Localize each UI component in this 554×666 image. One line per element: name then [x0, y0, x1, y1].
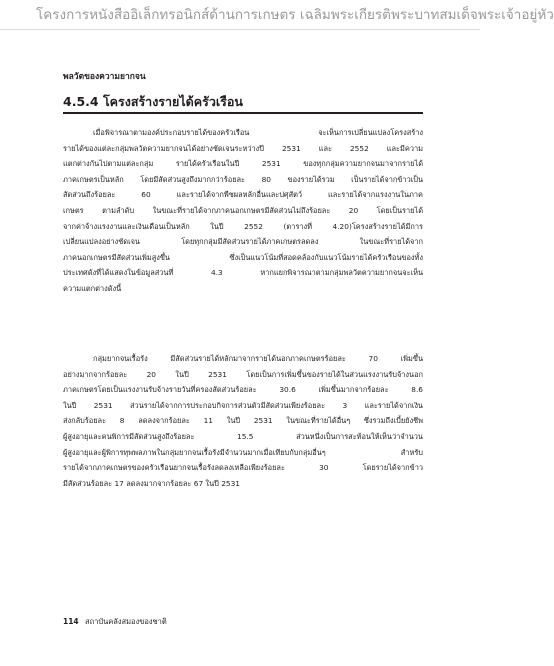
paragraph-line: ผู้สูงอายุและคนพิการมีสัดส่วนสูงถึงร้อยละ 15.5 ส่วนหนึ่งเป็นการสะท้อนให้เห็นว่าจำนวน: [63, 431, 423, 441]
paragraph-line: ภาคเกษตรเป็นหลัก โดยมีสัดส่วนสูงถึงมากกว่าร้อยละ 80 ของรายได้รวม เป็นรายได้จากข้าวเป็น: [63, 174, 423, 184]
header-divider: [0, 29, 480, 30]
page-number: 114: [63, 617, 79, 626]
paragraph-line: ประเทศดังที่ได้แสดงในข้อมูลส่วนที่ 4.3 หากแยกพิจารณาตามกลุ่มพลวัตความยากจนจะเห็น: [63, 268, 423, 278]
paragraph-2: [63, 351, 423, 491]
paragraph-line: ผู้สูงอายุและผู้พิการทุพพลภาพในกลุ่มยากจนเรื้อรังมีจำนวนมากเมื่อเทียบกับกลุ่มอื่นๆ สำหรับ: [63, 447, 423, 457]
running-header: [0, 0, 554, 30]
paragraph-line: รายได้ของแต่ละกลุ่มพลวัตความยากจนได้อย่างชัดเจนระหว่างปี 2531 และ 2552 และมีความ: [63, 143, 423, 153]
paragraph-line: เกษตร ตามลำดับ ในขณะที่รายได้จากภาคนอกเกษตรมีสัดส่วนไม่ถึงร้อยละ 20 โดยเป็นรายได้: [63, 205, 423, 215]
paragraph-line: รายได้จากภาคเกษตรของครัวเรือนยากจนเรื้อรังลดลงเหลือเพียงร้อยละ 30 โดยรายได้จากข้าว: [63, 463, 423, 473]
paragraph-line: จากค่าจ้างแรงงานและเงินเดือนเป็นหลัก ในปี 2552 (ตารางที่ 4.20)โครงสร้างรายได้มีการ: [63, 221, 423, 231]
paragraph-line: ภาคเกษตรโดยเป็นแรงงานรับจ้างรายวันที่ครองสัดส่วนร้อยละ 30.6 เพิ่มขึ้นมากจากร้อยละ 8.6: [63, 385, 423, 395]
paragraph-line: เมื่อพิจารณาตามองค์ประกอบรายได้ของครัวเรือน จะเห็นการเปลี่ยนแปลงโครงสร้าง: [93, 128, 423, 137]
section-heading-underline: [63, 112, 423, 114]
publisher-name: สถาบันคลังสมองของชาติ: [85, 617, 167, 626]
paragraph-line: ภาคนอกเกษตรมีสัดส่วนเพิ่มสูงขึ้น ซึ่งเป็นแนวโน้มที่สอดคล้องกับแนวโน้มรายได้ครัวเรือนของทั้ง: [63, 252, 423, 262]
paragraph-line: ในปี 2531 ส่วนรายได้จากการประกอบกิจการส่วนตัวมีสัดส่วนเพียงร้อยละ 3 และรายได้จากเงิน: [63, 400, 423, 410]
paragraph-line: มีสัดส่วนร้อยละ 17 ลดลงมากจากร้อยละ 67 ในปี 2531: [63, 478, 241, 488]
paragraph-line: เปลี่ยนแปลงอย่างชัดเจน โดยทุกกลุ่มมีสัดส่วนรายได้ภาคเกษตรลดลง ในขณะที่รายได้จาก: [63, 237, 423, 247]
paragraph-line: อย่างมากจากร้อยละ 20 ในปี 2531 โดยเป็นการเพิ่มขึ้นของรายได้ในส่วนแรงงานรับจ้างนอก: [63, 369, 423, 379]
chapter-label: พลวัตของความยากจน: [63, 72, 146, 82]
paragraph-1: [63, 125, 423, 297]
section-heading: 4.5.4 โครงสร้างรายได้ครัวเรือน: [63, 94, 243, 109]
paragraph-line: สัดส่วนถึงร้อยละ 60 และรายได้จากพืชผลหลักอื่นและปศุสัตว์ และรายได้จากแรงงานในภาค: [63, 190, 423, 200]
page-footer: [63, 616, 167, 628]
paragraph-line: ความแตกต่างดังนี้: [63, 283, 122, 293]
paragraph-line: ส่งกลับร้อยละ 8 ลดลงจากร้อยละ 11 ในปี 2531 ในขณะที่รายได้อื่นๆ ซึ่งรวมถึงเบี้ยยังชีพ: [63, 416, 423, 426]
paragraph-line: กลุ่มยากจนเรื้อรัง มีสัดส่วนรายได้หลักมาจากรายได้นอกภาคเกษตรร้อยละ 70 เพิ่มขึ้น: [93, 354, 423, 363]
paragraph-line: แตกต่างกันไปตามแต่ละกลุ่ม รายได้ครัวเรือนในปี 2531 ของทุกกลุ่มความยากจนมาจากรายได้: [63, 159, 423, 169]
running-header-title: โครงการหนังสืออิเล็กทรอนิกส์ด้านการเกษตร เฉลิมพระเกียรติพระบาทสมเด็จพระเจ้าอยู่หัว: [36, 7, 554, 23]
